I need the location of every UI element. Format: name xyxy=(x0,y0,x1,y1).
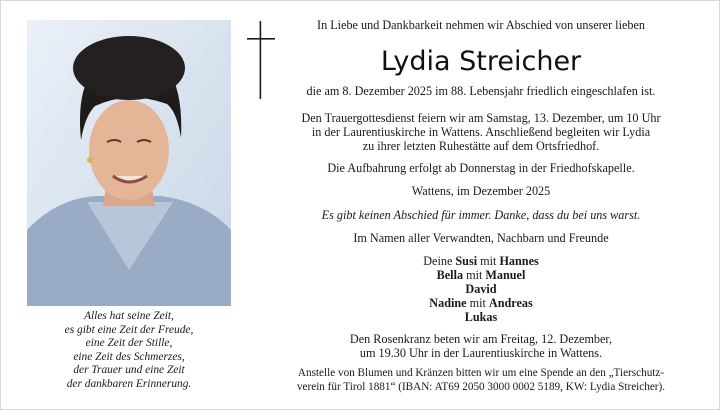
farewell-quote: Es gibt keinen Abschied für immer. Danke, dass du bei uns warst. xyxy=(321,208,641,222)
rosary-info xyxy=(263,332,699,360)
intro-text: In Liebe und Dankbarkeit nehmen wir Abschied von unserer lieben xyxy=(317,18,645,32)
family-member: Lukas xyxy=(464,310,498,324)
funeral-info xyxy=(263,111,699,153)
family-member: Bella xyxy=(436,268,464,282)
family-connector: mit xyxy=(463,268,486,282)
donation-line: Anstelle von Blumen und Kränzen bitten wir um eine Spende an den „Tierschutz- xyxy=(297,367,665,379)
place-date: Wattens, im Dezember 2025 xyxy=(411,184,551,198)
poem-line: eine Zeit des Schmerzes, xyxy=(73,350,185,363)
family-member: Nadine xyxy=(429,296,467,310)
poem-line: der dankbaren Erinnerung. xyxy=(66,377,192,390)
family-member: Andreas xyxy=(488,296,533,310)
poem-line: Alles hat seine Zeit, xyxy=(84,310,174,322)
funeral-line: in der Laurentiuskirche in Wattens. Anschließend begleiten wir Lydia xyxy=(311,125,651,139)
portrait-illustration xyxy=(27,20,231,306)
family-row xyxy=(263,254,699,268)
relatives-line: Im Namen aller Verwandten, Nachbarn und Freunde xyxy=(353,231,609,245)
donation-line: verein für Tirol 1881“ (IBAN: AT69 2050 3000 0002 5189, KW: Lydia Streicher). xyxy=(296,380,666,393)
portrait-photo xyxy=(27,20,231,306)
family-names xyxy=(263,254,699,324)
viewing-info: Die Aufbahrung erfolgt ab Donnerstag in der Friedhofskapelle. xyxy=(327,161,635,175)
family-row xyxy=(263,282,699,296)
family-row xyxy=(263,310,699,324)
family-connector: mit xyxy=(466,296,489,310)
family-member: Susi xyxy=(455,254,478,268)
family-row xyxy=(263,268,699,282)
poem-line: der Trauer und eine Zeit xyxy=(73,364,185,377)
family-member: Manuel xyxy=(485,268,526,282)
family-member: David xyxy=(465,282,497,296)
rosary-line: Den Rosenkranz beten wir am Freitag, 12. Dezember, xyxy=(349,332,613,346)
rosary-line: um 19.30 Uhr in der Laurentiuskirche in Wattens. xyxy=(359,346,603,360)
poem-line: es gibt eine Zeit der Freude, xyxy=(64,323,194,336)
deceased-name: Lydia Streicher xyxy=(380,46,582,77)
funeral-line: zu ihrer letzten Ruhestätte auf dem Ortsfriedhof. xyxy=(362,139,600,153)
family-member: Hannes xyxy=(499,254,539,268)
family-row xyxy=(263,296,699,310)
poem-line: eine Zeit der Stille, xyxy=(85,337,173,350)
family-prefix: Deine xyxy=(423,254,456,268)
donation-info xyxy=(263,367,699,394)
family-connector: mit xyxy=(477,254,500,268)
funeral-line: Den Trauergottesdienst feiern wir am Samstag, 13. Dezember, um 10 Uhr xyxy=(301,111,661,125)
death-line: die am 8. Dezember 2025 im 88. Lebensjahr friedlich eingeschlafen ist. xyxy=(306,84,656,98)
poem xyxy=(27,310,231,392)
